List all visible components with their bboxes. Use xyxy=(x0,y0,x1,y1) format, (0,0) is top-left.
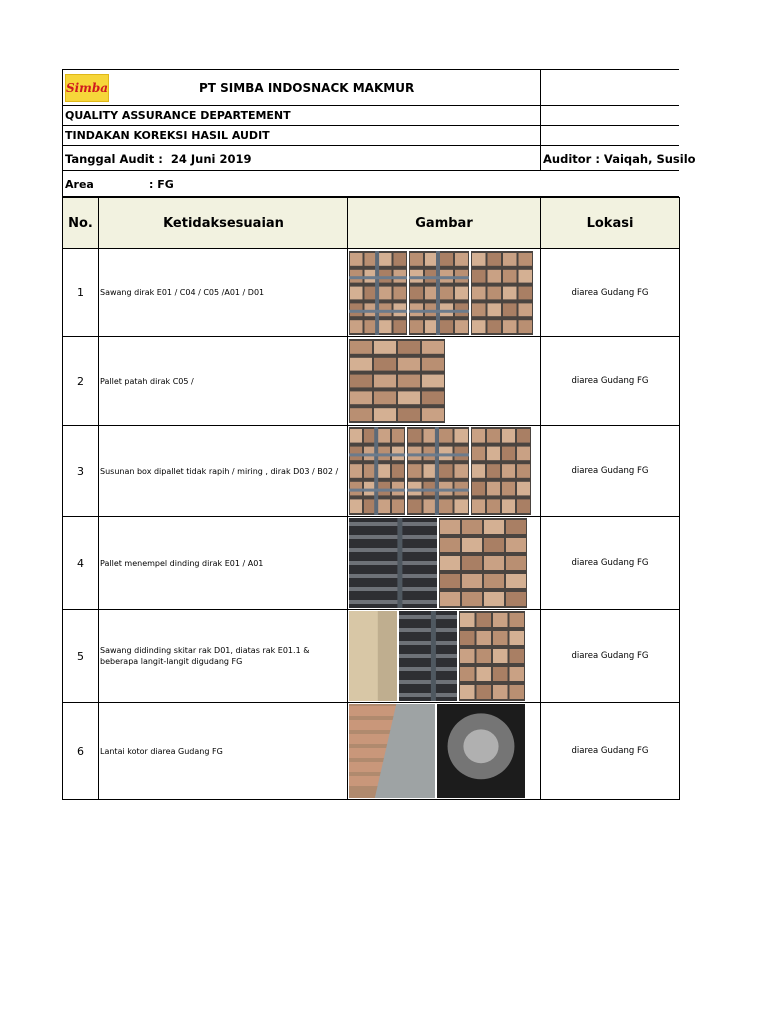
nonconformity-description: Sawang didinding skitar rak D01, diatas rak E01.1 & beberapa langit-langit digudang FG xyxy=(99,610,348,703)
auditor-names: Auditor : Vaiqah, Susilo xyxy=(543,152,696,166)
col-header-no: No. xyxy=(63,198,99,249)
warehouse-photo xyxy=(349,611,397,701)
table-row xyxy=(63,610,680,703)
row-number: 2 xyxy=(63,337,99,426)
company-row xyxy=(62,69,679,106)
evidence-photos xyxy=(348,703,541,800)
warehouse-photo xyxy=(349,427,405,515)
location: diarea Gudang FG xyxy=(541,703,680,800)
col-header-picture: Gambar xyxy=(348,198,541,249)
nonconformity-description: Lantai kotor diarea Gudang FG xyxy=(99,703,348,800)
table-row xyxy=(63,517,680,610)
department-row xyxy=(62,106,679,126)
table-row xyxy=(63,426,680,517)
table-row xyxy=(63,249,680,337)
warehouse-photo xyxy=(459,611,525,701)
warehouse-photo xyxy=(409,251,469,335)
doc-title: TINDAKAN KOREKSI HASIL AUDIT xyxy=(65,129,270,142)
area-value: : FG xyxy=(149,178,174,191)
nonconformity-description: Pallet patah dirak C05 / xyxy=(99,337,348,426)
evidence-photos xyxy=(348,249,541,337)
audit-date xyxy=(65,152,251,166)
col-header-nonconformity: Ketidaksesuaian xyxy=(99,198,348,249)
area-row xyxy=(62,171,679,197)
nonconformity-description: Susunan box dipallet tidak rapih / miring , dirak D03 / B02 / xyxy=(99,426,348,517)
evidence-photos xyxy=(348,517,541,610)
warehouse-photo xyxy=(349,704,435,798)
table-row xyxy=(63,703,680,800)
warehouse-photo xyxy=(349,251,407,335)
date-row xyxy=(62,145,696,171)
location: diarea Gudang FG xyxy=(541,517,680,610)
location: diarea Gudang FG xyxy=(541,610,680,703)
warehouse-photo xyxy=(399,611,457,701)
nonconformity-description: Sawang dirak E01 / C04 / C05 /A01 / D01 xyxy=(99,249,348,337)
location: diarea Gudang FG xyxy=(541,426,680,517)
evidence-photos xyxy=(348,337,541,426)
warehouse-photo xyxy=(349,518,437,608)
audit-date-value: 24 Juni 2019 xyxy=(170,152,252,166)
row-number: 1 xyxy=(63,249,99,337)
warehouse-photo xyxy=(349,339,445,423)
area-label: Area xyxy=(65,178,94,191)
row-number: 3 xyxy=(63,426,99,517)
location: diarea Gudang FG xyxy=(541,337,680,426)
findings-table xyxy=(62,197,680,800)
department-name: QUALITY ASSURANCE DEPARTEMENT xyxy=(65,109,291,122)
warehouse-photo xyxy=(407,427,469,515)
audit-sheet xyxy=(62,69,696,800)
logo-wordmark: Simba xyxy=(65,81,109,95)
audit-date-label: Tanggal Audit : xyxy=(65,152,163,166)
col-header-location: Lokasi xyxy=(541,198,680,249)
doc-title-row xyxy=(62,126,679,146)
row-number: 5 xyxy=(63,610,99,703)
warehouse-photo xyxy=(471,427,531,515)
table-row xyxy=(63,337,680,426)
warehouse-photo xyxy=(437,704,525,798)
location: diarea Gudang FG xyxy=(541,249,680,337)
company-logo xyxy=(65,74,109,102)
row-number: 4 xyxy=(63,517,99,610)
evidence-photos xyxy=(348,610,541,703)
warehouse-photo xyxy=(471,251,533,335)
row-number: 6 xyxy=(63,703,99,800)
nonconformity-description: Pallet menempel dinding dirak E01 / A01 xyxy=(99,517,348,610)
warehouse-photo xyxy=(439,518,527,608)
table-header-row xyxy=(63,198,680,249)
company-name: PT SIMBA INDOSNACK MAKMUR xyxy=(199,81,415,95)
evidence-photos xyxy=(348,426,541,517)
